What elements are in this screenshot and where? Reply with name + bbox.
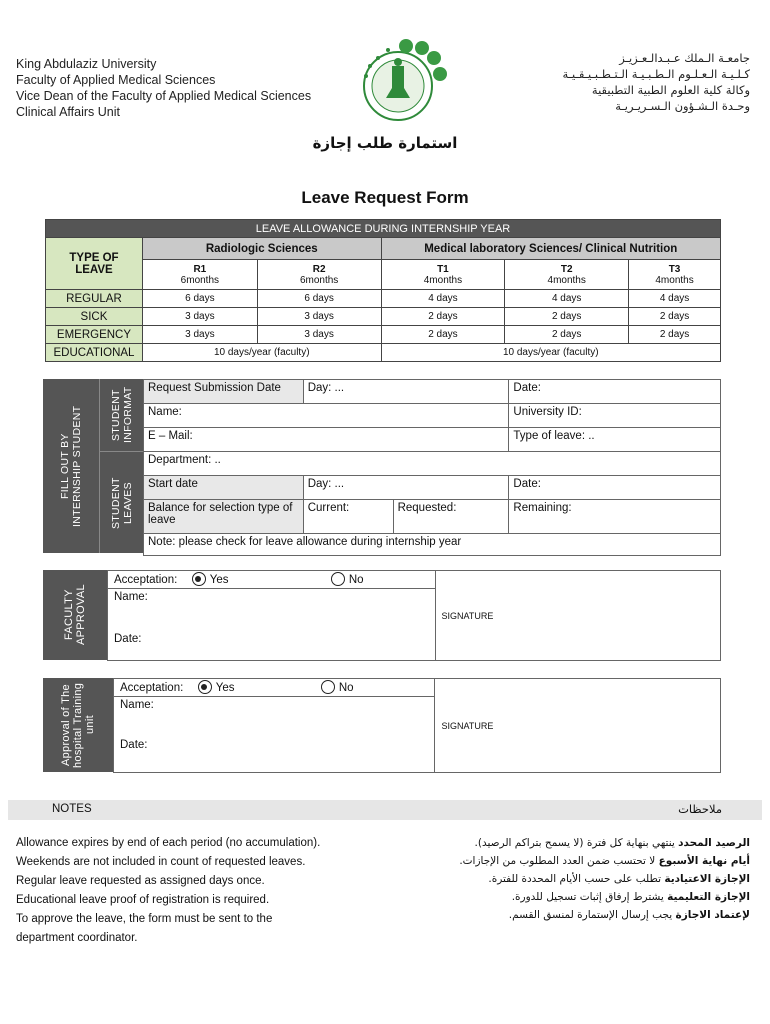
department-field[interactable]: Department: .. xyxy=(144,452,721,476)
university-name-ar: جامعـة الـملك عـبـدالـعـزيـز xyxy=(619,51,750,65)
faculty-no-radio[interactable] xyxy=(331,572,345,586)
hospital-approval-band xyxy=(43,678,113,772)
col-r2: R2 6months xyxy=(257,260,381,290)
hospital-name-date-cell[interactable] xyxy=(114,697,435,773)
hospital-yes-radio[interactable] xyxy=(198,680,212,694)
student-info-band xyxy=(99,379,143,451)
current-balance-field[interactable]: Current: xyxy=(303,500,393,534)
header-english xyxy=(16,56,356,120)
vice-dean: Vice Dean of the Faculty of Applied Medical Sciences xyxy=(16,89,312,103)
note-line: Weekends are not included in count of requested leaves. xyxy=(16,856,306,868)
faculty-yes-radio[interactable] xyxy=(192,572,206,586)
note-line: Allowance expires by end of each period (no accumulation). xyxy=(16,837,321,849)
university-id-field[interactable]: University ID: xyxy=(509,404,721,428)
hospital-no-radio[interactable] xyxy=(321,680,335,694)
allowance-note: Note: please check for leave allowance during internship year xyxy=(144,534,721,556)
hospital-acceptation-label: Acceptation: xyxy=(120,682,184,694)
form-title: Leave Request Form xyxy=(301,188,469,207)
remaining-balance-field[interactable]: Remaining: xyxy=(509,500,721,534)
student-section xyxy=(43,379,721,553)
type-of-leave-header: TYPE OF LEAVE xyxy=(46,238,143,290)
university-name: King Abdulaziz University xyxy=(16,57,157,71)
hospital-date-field[interactable]: Date: xyxy=(120,739,148,751)
unit-name: Clinical Affairs Unit xyxy=(16,105,120,119)
student-form-table xyxy=(143,379,721,556)
note-line-ar: لإعتماد الاجازة يجب إرسال الإستمارة لمنسق القسم. xyxy=(508,909,750,921)
hospital-approval-table xyxy=(113,678,721,773)
notes-title-arabic: ملاحظات xyxy=(678,802,722,816)
hospital-acceptation-row xyxy=(114,679,435,697)
allowance-banner: LEAVE ALLOWANCE DURING INTERNSHIP YEAR xyxy=(46,220,721,238)
student-leaves-label: STUDENT LEAVES xyxy=(110,477,134,529)
name-field[interactable]: Name: xyxy=(144,404,509,428)
faculty-date-field[interactable]: Date: xyxy=(114,633,142,645)
col-r1: R1 6months xyxy=(142,260,257,290)
faculty-name: Faculty of Applied Medical Sciences xyxy=(16,73,216,87)
note-line-ar: الرصيد المحدد ينتهي بنهاية كل فترة (لا يسمح بتراكم الرصيد). xyxy=(474,837,750,849)
notes-english xyxy=(16,834,376,948)
col-t3: T3 4months xyxy=(629,260,721,290)
faculty-signature-box[interactable] xyxy=(435,571,721,661)
note-line: To approve the leave, the form must be sent to the xyxy=(16,913,273,925)
faculty-name-field[interactable]: Name: xyxy=(114,591,148,603)
notes-bar xyxy=(8,800,762,820)
faculty-signature-label: SIGNATURE xyxy=(441,610,494,621)
leave-allowance-table xyxy=(45,219,721,362)
start-date-field[interactable]: Date: xyxy=(509,476,721,500)
note-line: Regular leave requested as assigned days once. xyxy=(16,875,265,887)
table-row: REGULAR 6 days 6 days 4 days 4 days 4 days xyxy=(46,290,721,308)
notes-arabic xyxy=(390,834,750,924)
faculty-no-label: No xyxy=(348,574,364,586)
hospital-approval-label: Approval of The hospital Training unit xyxy=(60,682,96,768)
col-t2: T2 4months xyxy=(505,260,629,290)
fill-out-label: FILL OUT BY INTERNSHIP STUDENT xyxy=(59,405,83,527)
requested-balance-field[interactable]: Requested: xyxy=(393,500,509,534)
fill-out-band xyxy=(43,379,99,553)
submission-date-field[interactable]: Date: xyxy=(509,380,721,404)
submission-date-label: Request Submission Date xyxy=(144,380,304,404)
start-day-field[interactable]: Day: ... xyxy=(303,476,509,500)
start-date-label: Start date xyxy=(144,476,304,500)
notes-title: NOTES xyxy=(52,803,92,815)
note-line-ar: الإجازة التعليمية يشترط إرفاق إثبات تسجيل للدورة. xyxy=(511,891,750,903)
type-of-leave-field[interactable]: Type of leave: .. xyxy=(509,428,721,452)
vice-dean-ar: وكالة كلية العلوم الطبية التطبيقية xyxy=(591,83,750,97)
radiologic-header: Radiologic Sciences xyxy=(142,238,381,260)
hospital-signature-label: SIGNATURE xyxy=(441,720,494,731)
faculty-approval-section xyxy=(43,570,721,660)
note-line-ar: أيام نهاية الأسبوع لا تحتسب ضمن العدد المطلوب من الإجازات. xyxy=(459,855,750,867)
student-leaves-band xyxy=(99,451,143,553)
table-row: EMERGENCY 3 days 3 days 2 days 2 days 2 days xyxy=(46,326,721,344)
faculty-acceptation-label: Acceptation: xyxy=(114,574,178,586)
hospital-no-label: No xyxy=(338,682,354,694)
balance-label: Balance for selection type of leave xyxy=(144,500,304,534)
hospital-approval-section xyxy=(43,678,721,772)
header-arabic xyxy=(430,50,750,114)
unit-name-ar: وحـدة الـشـؤون الـسـريـريـة xyxy=(615,99,750,113)
faculty-approval-label: FACULTY APPROVAL xyxy=(63,584,87,646)
note-line-ar: الإجازة الاعتيادية تطلب على حسب الأيام المحددة للفترة. xyxy=(488,873,750,885)
student-info-label: STUDENT INFORMAT xyxy=(110,386,134,444)
faculty-name-date-cell[interactable] xyxy=(108,589,436,661)
faculty-name-ar: كـلـيـة الـعـلـوم الـطـبـيـة الـتـطـبـيـقـيـة xyxy=(562,67,750,81)
submission-day-field[interactable]: Day: ... xyxy=(303,380,509,404)
hospital-name-field[interactable]: Name: xyxy=(120,699,154,711)
faculty-yes-label: Yes xyxy=(209,574,229,586)
col-t1: T1 4months xyxy=(381,260,505,290)
form-title-arabic: استمارة طلب إجازة xyxy=(312,134,458,152)
note-line: department coordinator. xyxy=(16,932,138,944)
email-field[interactable]: E – Mail: xyxy=(144,428,509,452)
faculty-acceptation-row xyxy=(108,571,436,589)
medlab-header: Medical laboratory Sciences/ Clinical Nutrition xyxy=(381,238,720,260)
table-row: SICK 3 days 3 days 2 days 2 days 2 days xyxy=(46,308,721,326)
note-line: Educational leave proof of registration is required. xyxy=(16,894,270,906)
faculty-approval-table xyxy=(107,570,721,661)
hospital-yes-label: Yes xyxy=(215,682,235,694)
table-row: EDUCATIONAL 10 days/year (faculty) 10 days/year (faculty) xyxy=(46,344,721,362)
faculty-approval-band xyxy=(43,570,107,660)
hospital-signature-box[interactable] xyxy=(435,679,721,773)
